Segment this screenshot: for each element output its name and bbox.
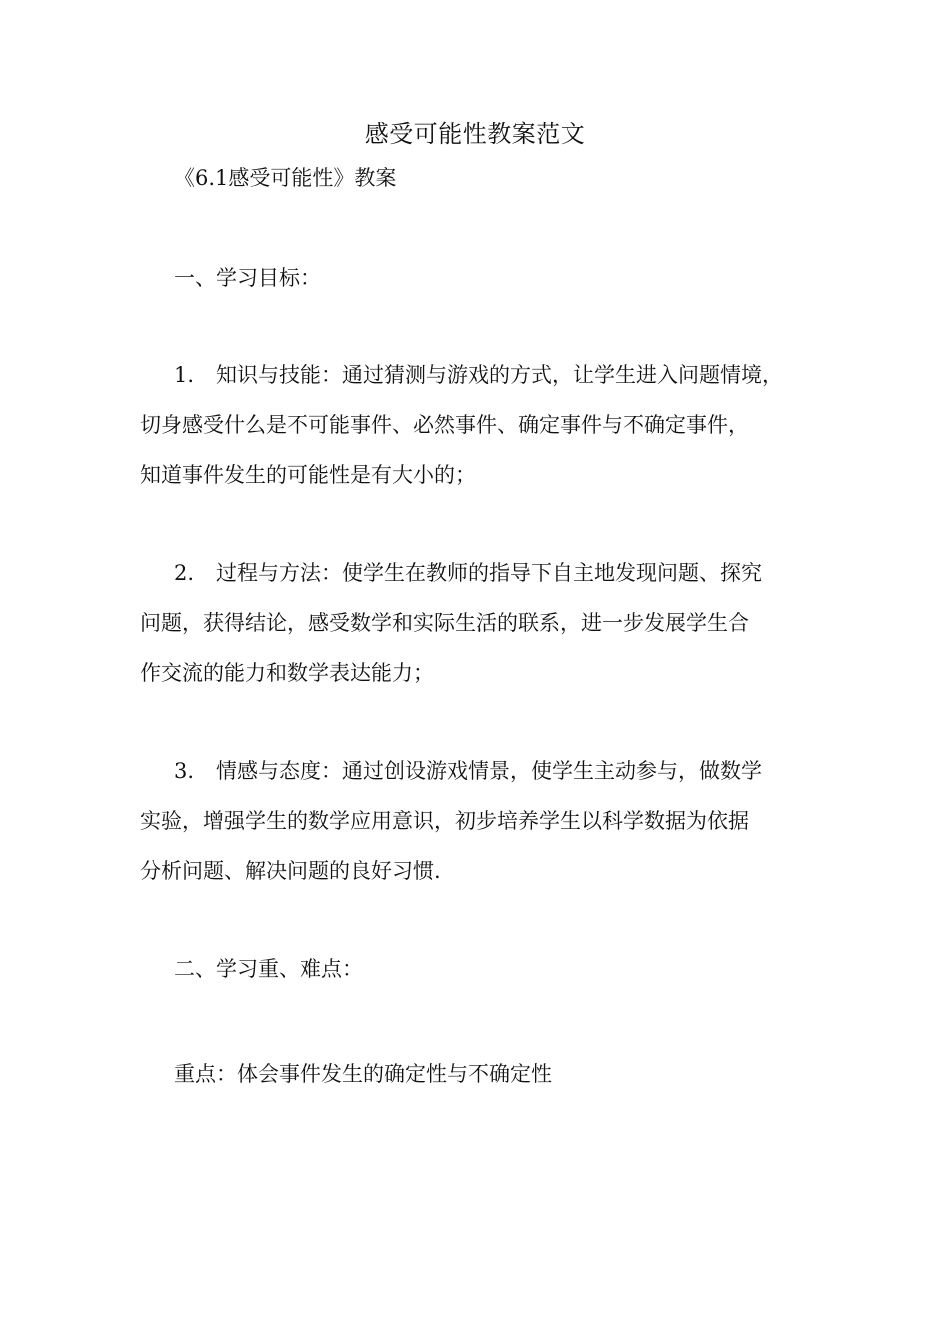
objective-item-1-line-3: 知道事件发生的可能性是有大小的；	[140, 463, 476, 487]
objective-item-3-line-2: 实验，增强学生的数学应用意识，初步培养学生以科学数据为依据	[140, 809, 749, 833]
objective-item-2-line-3: 作交流的能力和数学表达能力；	[140, 661, 434, 685]
document-title: 感受可能性教案范文	[364, 120, 586, 148]
objective-item-3-line-3: 分析问题、解决问题的良好习惯.	[140, 859, 441, 883]
section-heading-key-points: 二、学习重、难点：	[174, 957, 363, 981]
objective-item-3-text: 情感与态度：通过创设游戏情景，使学生主动参与，做数学	[216, 759, 762, 783]
objective-item-3-number: 3.	[174, 759, 195, 783]
objective-item-2-number: 2.	[174, 561, 195, 585]
section-heading-objectives: 一、学习目标：	[174, 266, 321, 290]
objective-item-2-text: 过程与方法：使学生在教师的指导下自主地发现问题、探究	[216, 561, 762, 585]
objective-item-1-line-1	[174, 350, 854, 400]
objective-item-2-line-2: 问题，获得结论，感受数学和实际生活的联系，进一步发展学生合	[140, 611, 749, 635]
key-point-text: 重点：体会事件发生的确定性与不确定性	[174, 1062, 552, 1086]
objective-item-1-line-2: 切身感受什么是不可能事件、必然事件、确定事件与不确定事件，	[140, 413, 749, 437]
objective-item-1-text: 知识与技能：通过猜测与游戏的方式，让学生进入问题情境，	[216, 363, 783, 387]
document-subtitle: 《6.1感受可能性》教案	[174, 166, 397, 190]
objective-item-1-number: 1.	[174, 363, 195, 387]
objective-item-3-line-1	[174, 746, 854, 796]
objective-item-2-line-1	[174, 548, 854, 598]
